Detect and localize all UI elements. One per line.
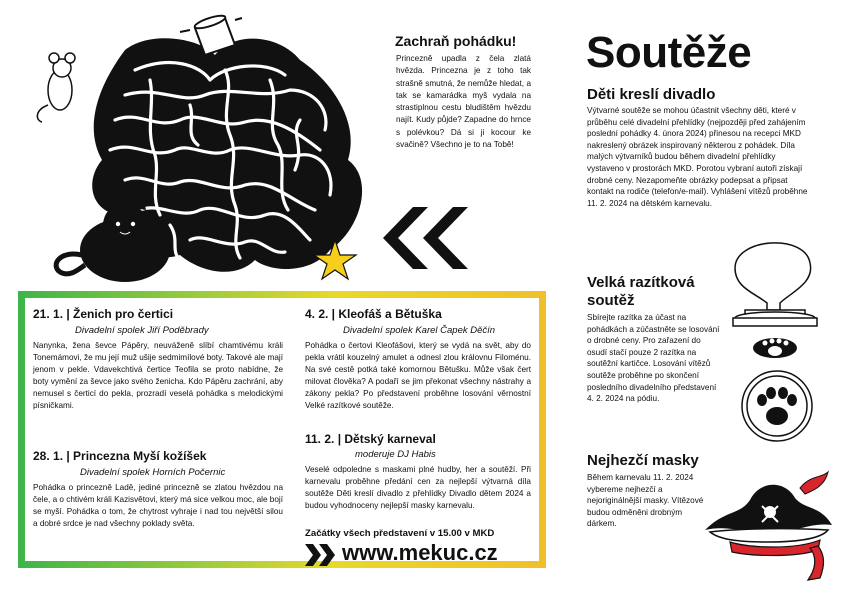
mask-contest-text: Během karnevalu 11. 2. 2024 vybereme nejhezčí a nejoriginálnější masky. Vítězové budou odměněni drobným dárkem. — [587, 473, 704, 529]
page-title: Soutěže — [586, 28, 752, 77]
event-subtitle: moderuje DJ Habis — [355, 449, 436, 460]
mask-contest-title: Nejhezčí masky — [587, 452, 699, 469]
event-title: 11. 2. | Dětský karneval — [305, 432, 436, 446]
event-title: 4. 2. | Kleofáš a Bětuška — [305, 307, 442, 321]
maze-text: Princezně upadla z čela zlatá hvězda. Princezna je z toho tak strašně smutná, že nemůže hledat, a tak se kamarádka myš vydala na strastiplnou cestu bludištěm hvězdu najít. Kudy půjde? Zapadne do hrnce s polévkou? Dá si ji kocour ke svačině? Všechno je to na Tobě! — [396, 54, 531, 150]
start-time-note: Začátky všech představení v 15.00 v MKD — [305, 528, 495, 539]
draw-contest-title: Děti kreslí divadlo — [587, 86, 716, 103]
event-title: 21. 1. | Ženich pro čertici — [33, 307, 174, 321]
event-text: Nanynka, žena ševce Pápěry, neuváženě slíbí chamtivému králi Tonemámovi, že mu její muž ušije sedmimílové boty. Takové ale mají jenom v pekle. Vdavekchtivá čertice Teofila se proto nabídne, že boty vymění za ševce jako svého ženicha. Kdo Pápěru zachrání, aby nemusel s čerticí do pekla, prozradí veselá pohádka s melodickými písničkami. — [33, 341, 283, 411]
maze-illustration — [30, 10, 400, 295]
event-title: 28. 1. | Princezna Myší kožíšek — [33, 449, 207, 463]
event-text: Pohádka o princezně Ladě, jediné princezně se zlatou hvězdou na čele, a o chtivém králi Kazisvětovi, který má sice velkou moc, ale bojí se myší. Pohádka o tom, že chytrost vyhraje i nad tou největší silou a dobré srdce je nad všechny poklady světa. — [33, 483, 283, 529]
website-link[interactable]: www.mekuc.cz — [342, 540, 498, 565]
pirate-hat-icon — [700, 470, 835, 590]
stamp-icon — [715, 228, 835, 443]
maze-title: Zachraň pohádku! — [395, 33, 517, 49]
double-arrow-icon — [305, 544, 337, 566]
event-text: Pohádka o čertovi Kleofášovi, který se vydá na svět, aby do pekla vrátil kouzelný amulet a odnesl zlou královnu Filoménu. Na své cestě potká také komornou Bětušku. Může však čert milovat člověka? A podaří se jim překonat všechny nástrahy a zákony pekla? Po představení proběhne losování věrnostní Velké razítkové soutěže. — [305, 341, 531, 411]
draw-contest-text: Výtvarné soutěže se mohou účastnit všechny děti, které v průběhu celé divadelní přehlídky (nejpozději před zahájením poslední pohádky 4. února 2024) přinesou na recepci MKD nakreslený obrázek inspirovaný některou z pohádek. Díla malých výtvarníků budou během divadelní přehlídky vystaveno v prostorách MKD. Porotou vybraní autoři získají drobné ceny. Nezapomeňte obrázky podepsat a připsat kontakt na rodiče (telefon/e-mail). Vyhlášení vítězů proběhne 11. 2. 2024 na dětském karnevalu. — [587, 106, 808, 208]
event-text: Veselé odpoledne s maskami plné hudby, her a soutěží. Při karnevalu proběhne předání cen za nejlepší výtvarná díla soutěže Děti kreslí divadlo z přehlídky Divadlo dětem 2024 a budou vyhodnoceny nejlepší masky karnevalu. — [305, 465, 531, 511]
stamp-contest-title-2: soutěž — [587, 292, 635, 309]
stamp-contest-title-1: Velká razítková — [587, 274, 695, 291]
event-subtitle: Divadelní spolek Jiří Poděbrady — [75, 325, 209, 336]
stamp-contest-text: Sbírejte razítka za účast na pohádkách a zúčastněte se losování o drobné ceny. Pro zařazení do osudí stačí pouze 2 razítka na soutěžní kartičce. Losování vítězů soutěže proběhne po skončení posledního divadelního představení 4. 2. 2024 na pódiu. — [587, 313, 720, 404]
mouse-icon — [37, 53, 75, 122]
event-subtitle: Divadelní spolek Karel Čapek Děčín — [343, 325, 496, 336]
event-subtitle: Divadelní spolek Horních Počernic — [80, 467, 226, 478]
chevron-left-icon — [383, 207, 478, 269]
